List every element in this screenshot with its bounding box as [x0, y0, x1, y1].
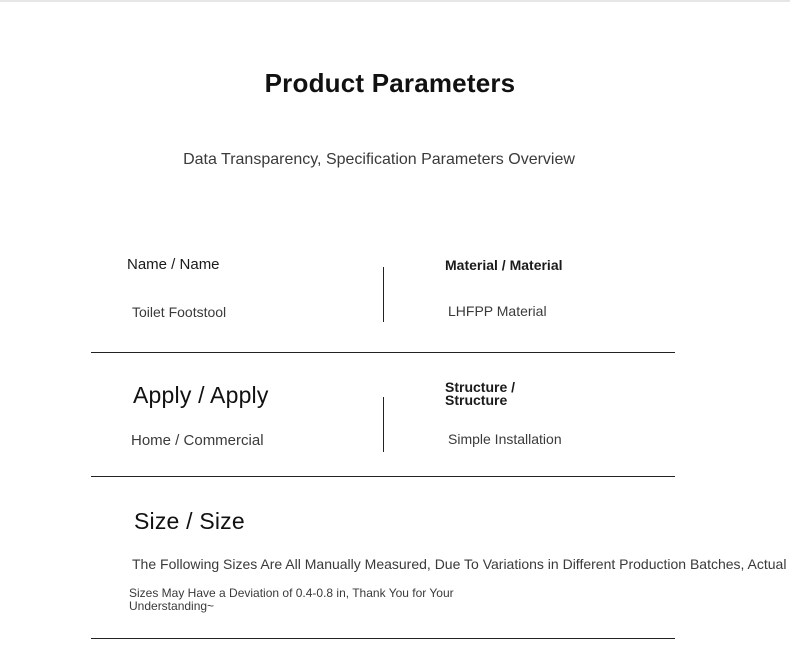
structure-value: Simple Installation: [448, 431, 562, 447]
row-divider-1: [91, 352, 675, 353]
row-divider-2: [91, 476, 675, 477]
row-divider-3: [91, 638, 675, 639]
size-label: Size / Size: [134, 508, 245, 534]
name-label: Name / Name: [127, 256, 220, 273]
name-value: Toilet Footstool: [132, 304, 227, 320]
size-note-line2: Sizes May Have a Deviation of 0.4-0.8 in, Thank You for Your Understanding~: [129, 586, 454, 613]
column-divider-row1: [383, 267, 384, 322]
apply-label: Apply / Apply: [133, 382, 269, 408]
apply-value: Home / Commercial: [131, 432, 264, 449]
size-note-line1: The Following Sizes Are All Manually Measured, Due To Variations in Different Production Batches, Actual: [132, 556, 787, 572]
material-value: LHFPP Material: [448, 303, 547, 319]
structure-label-line2: Structure: [445, 392, 508, 408]
page-subtitle: Data Transparency, Specification Parameters Overview: [183, 151, 575, 168]
page-title: Product Parameters: [264, 68, 516, 98]
structure-label-line1: Structure /: [445, 379, 516, 395]
structure-label: [445, 381, 515, 407]
column-divider-row2: [383, 397, 384, 452]
material-label: Material / Material: [445, 257, 563, 273]
top-divider: [0, 0, 790, 2]
